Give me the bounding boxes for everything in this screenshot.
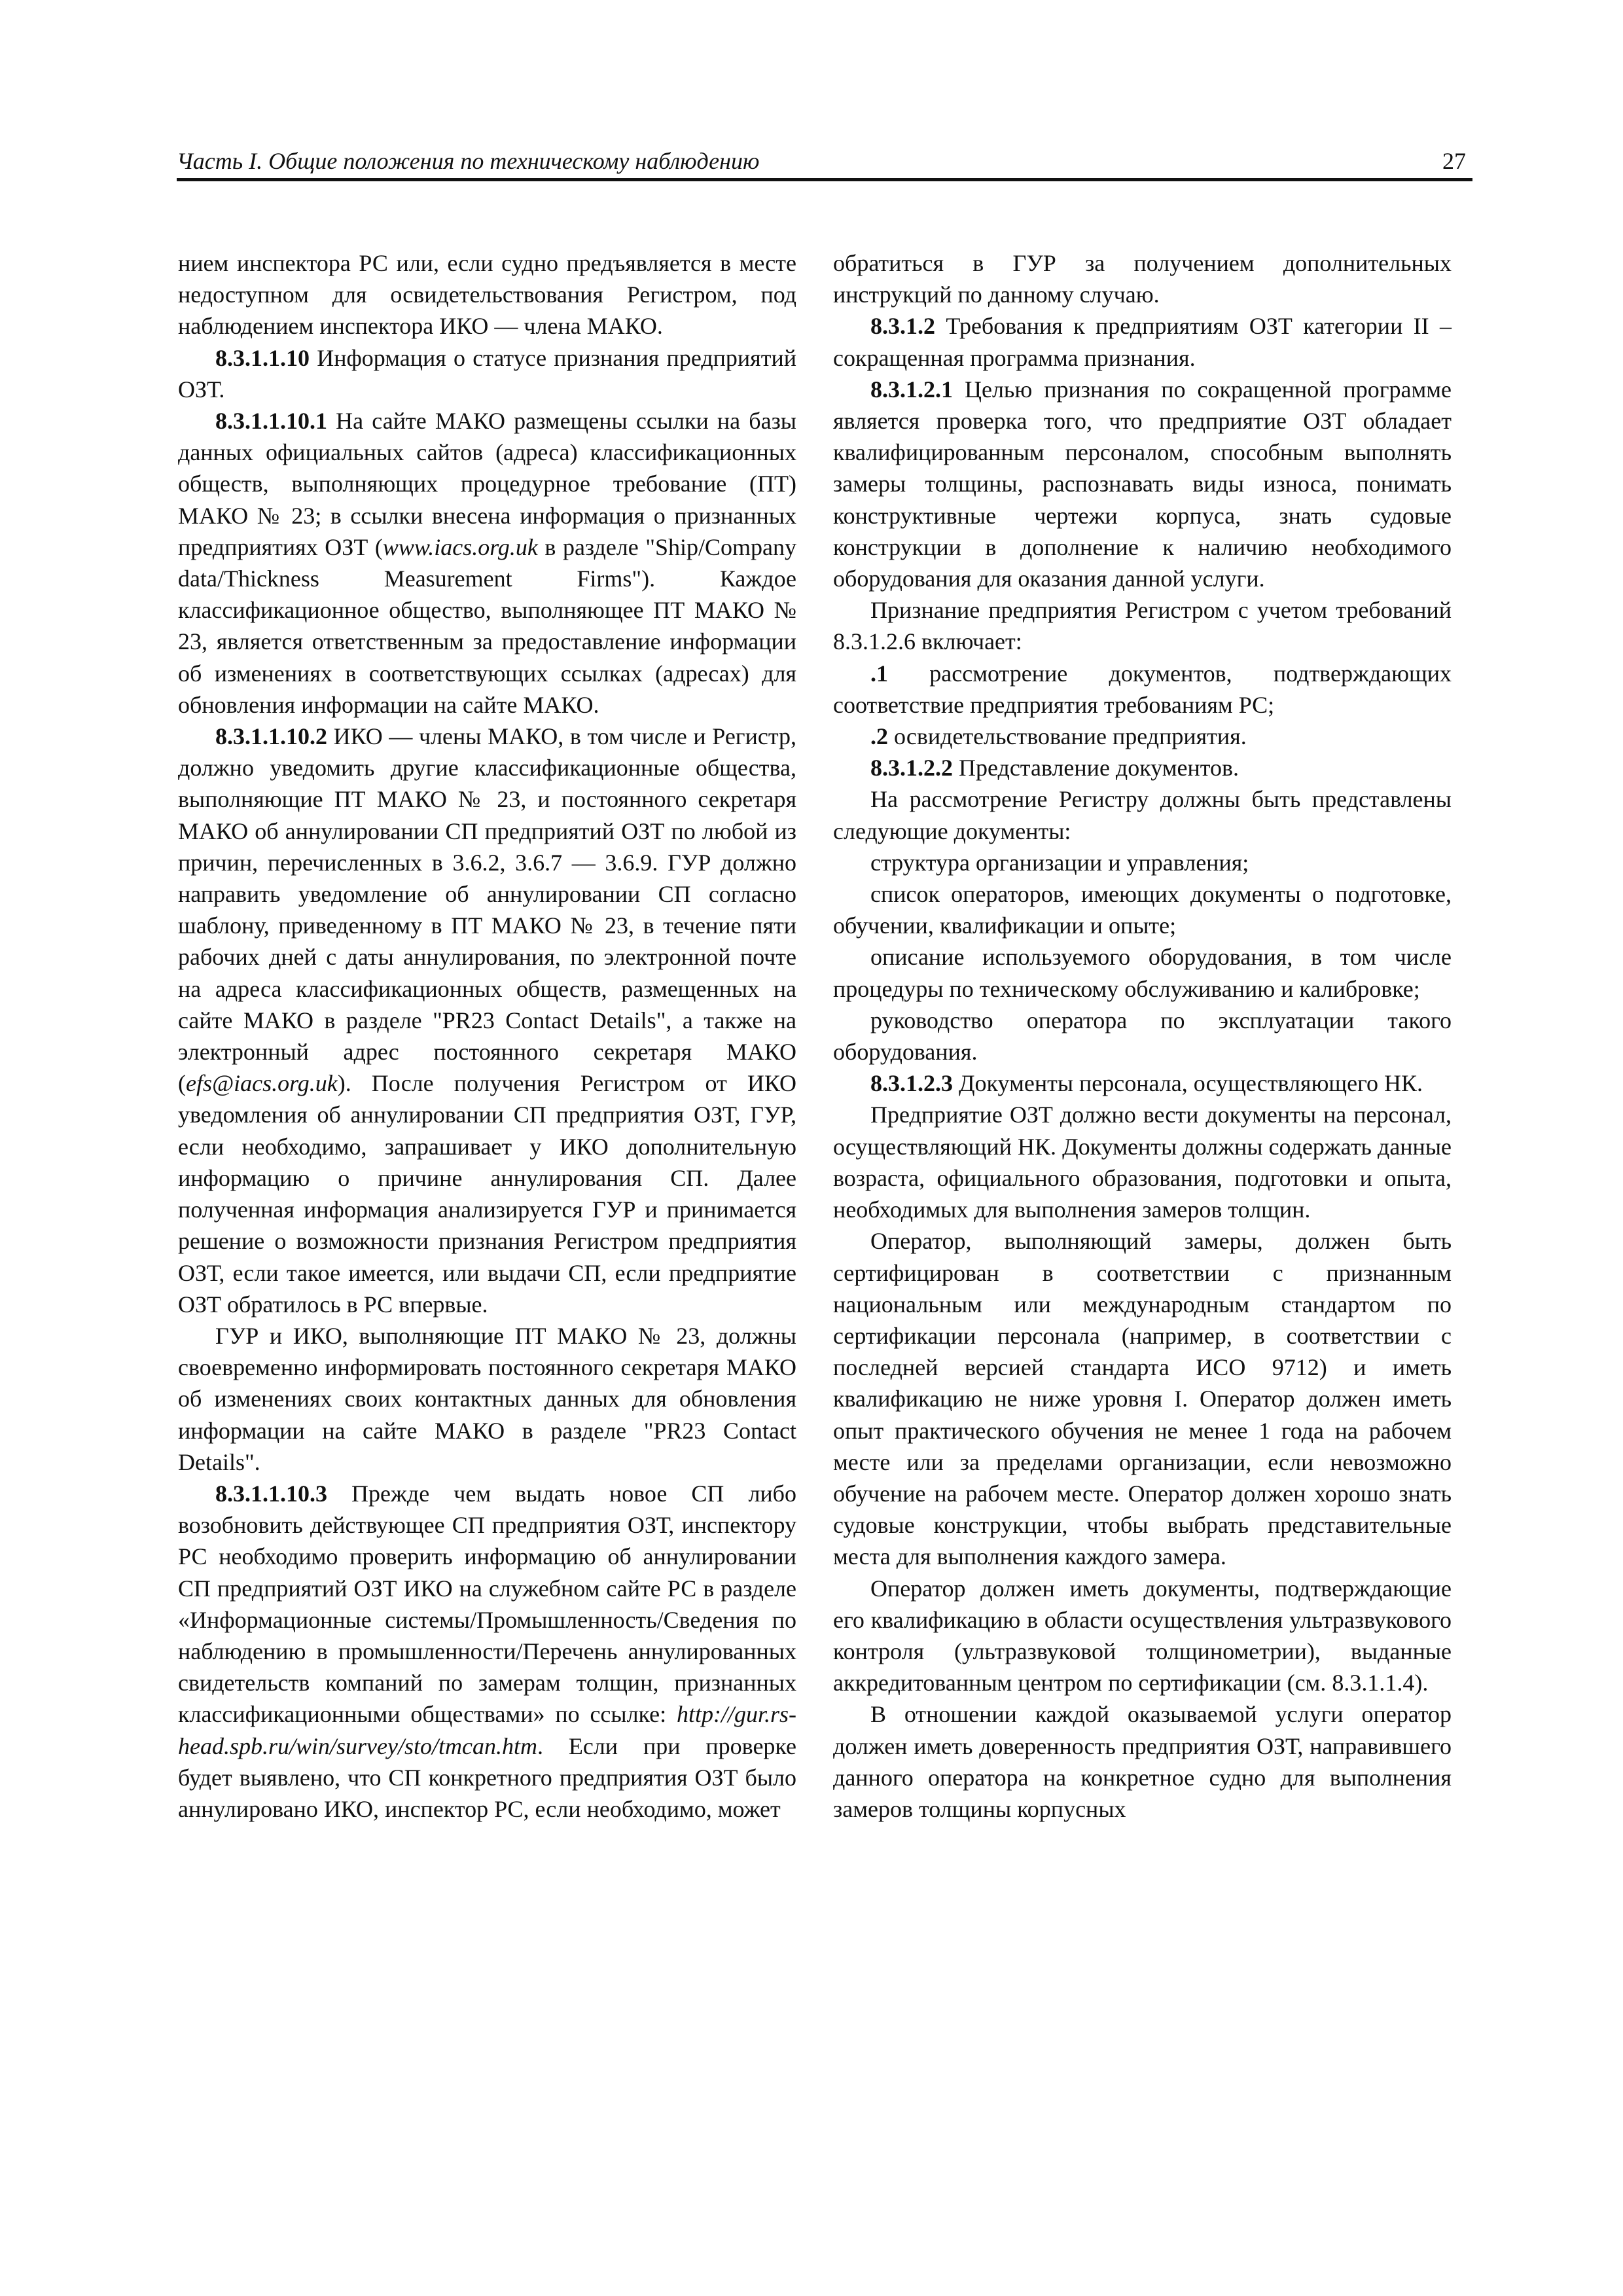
paragraph [833, 310, 1452, 373]
text-run: ГУР и ИКО, выполняющие ПТ МАКО № 23, должны своевременно информировать постоянного секретаря МАКО об изменениях своих контактных данных для обновления информации на сайте МАКО в разделе "PR23 Contact Details". [178, 1322, 796, 1475]
paragraph [178, 1478, 796, 1825]
text-run: Представление документов. [953, 755, 1240, 781]
paragraph [833, 247, 1452, 310]
item-number: .1 [870, 660, 888, 687]
text-run: структура организации и управления; [870, 849, 1249, 876]
paragraph [178, 1320, 796, 1478]
running-header-title: Часть I. Общие положения по техническому наблюдению [177, 148, 760, 174]
clause-number: 8.3.1.2.3 [870, 1070, 953, 1097]
page-number: 27 [1442, 148, 1466, 174]
paragraph [833, 752, 1452, 783]
clause-number: 8.3.1.1.10.2 [215, 723, 327, 750]
list-item [833, 878, 1452, 941]
list-item [833, 941, 1452, 1004]
clause-number: 8.3.1.1.10.3 [215, 1480, 327, 1507]
clause-number: 8.3.1.2.2 [870, 755, 953, 781]
running-header [177, 141, 1472, 180]
paragraph [178, 405, 796, 721]
text-run: Признание предприятия Регистром с учетом требований 8.3.1.2.6 включает: [833, 597, 1452, 655]
text-run: Оператор должен иметь документы, подтверждающие его квалификацию в области осуществления ультразвукового контроля (ультразвуковой толщинометрии), выданные аккредитованным центром по сертификации (см. 8.3.1.1.4). [833, 1575, 1452, 1696]
paragraph [833, 1573, 1452, 1699]
text-run: Прежде чем выдать новое СП либо возобновить действующее СП предприятия ОЗТ, инспектору РС необходимо проверить информацию об аннулировании СП предприятий ОЗТ ИКО на служебном сайте РС в разделе «Информационные системы/Промышленность/Сведения по наблюдению в промышленности/Перечень аннулированных свидетельств компаний по замерам толщин, признанных классификационными обществами» по ссылке: [178, 1480, 796, 1728]
list-item [833, 658, 1452, 721]
paragraph [833, 374, 1452, 594]
paragraph [178, 342, 796, 405]
paragraph [833, 1698, 1452, 1825]
text-run: В отношении каждой оказываемой услуги оператор должен иметь доверенность предприятия ОЗТ, направившего данного оператора на конкретное судно для выполнения замеров толщины корпусных [833, 1701, 1452, 1822]
text-run: Предприятие ОЗТ должно вести документы на персонал, осуществляющий НК. Документы должны содержать данные возраста, официального образования, подготовки и опыта, необходимых для выполнения замеров толщин. [833, 1102, 1452, 1223]
clause-number: 8.3.1.1.10.1 [215, 408, 327, 435]
header-rule [177, 178, 1472, 181]
paragraph [833, 1225, 1452, 1572]
clause-number: 8.3.1.1.10 [215, 344, 310, 371]
text-run: Оператор, выполняющий замеры, должен быть сертифицирован в соответствии с признанным национальным или международным стандартом по сертификации персонала (например, в соответствии с последней версией стандарта ИСО 9712) и иметь квалификацию не ниже уровня I. Оператор должен иметь опыт практического обучения не менее 1 года на рабочем месте или за пределами организации, если невозможно обучение на рабочем месте. Оператор должен хорошо знать судовые конструкции, чтобы выбрать представительные места для выполнения каждого замера. [833, 1228, 1452, 1570]
text-run: нием инспектора РС или, если судно предъявляется в месте недоступном для освидетельствования Регистром, под наблюдением инспектора ИКО — члена МАКО. [178, 250, 796, 340]
text-run: На рассмотрение Регистру должны быть представлены следующие документы: [833, 786, 1452, 844]
text-run: . Если при проверке будет выявлено, что СП конкретного предприятия ОЗТ было аннулировано ИКО, инспектор РС, если необходимо, может [178, 1732, 796, 1822]
list-item [833, 1005, 1452, 1067]
web-link[interactable]: http://gur.rs-head.spb.ru/win/survey/sto/tmcan.htm [178, 1701, 796, 1759]
text-run: рассмотрение документов, подтверждающих соответствие предприятия требованиям РС; [833, 660, 1452, 718]
text-run: в разделе "Ship/Company data/Thickness Measurement Firms"). Каждое классификационное общество, выполняющее ПТ МАКО № 23, является ответственным за предоставление информации об изменениях в соответствующих ссылках (адресах) для обновления информации на сайте МАКО. [178, 533, 796, 718]
text-run: руководство оператора по эксплуатации такого оборудования. [833, 1007, 1452, 1066]
text-run: Целью признания по сокращенной программе является проверка того, что предприятие ОЗТ обладает квалифицированным персоналом, способным выполнять замеры толщины, распознавать виды износа, понимать конструктивные чертежи корпуса, знать судовые конструкции в дополнение к наличию необходимого оборудования для оказания данной услуги. [833, 376, 1452, 592]
paragraph [833, 594, 1452, 657]
web-link[interactable]: www.iacs.org.uk [382, 533, 538, 560]
text-run: описание используемого оборудования, в том числе процедуры по техническому обслуживанию и калибровке; [833, 944, 1452, 1002]
text-run: освидетельствование предприятия. [888, 723, 1247, 750]
text-run: ). После получения Регистром от ИКО уведомления об аннулировании СП предприятия ОЗТ, ГУР, если необходимо, запрашивает у ИКО дополнительную информацию о причине аннулирования СП. Далее полученная информация анализируется ГУР и принимается решение о возможности признания Регистром предприятия ОЗТ, если такое имеется, или выдачи СП, если предприятие ОЗТ обратилось в РС впервые. [178, 1070, 796, 1318]
text-run: список операторов, имеющих документы о подготовке, обучении, квалификации и опыте; [833, 881, 1452, 939]
text-run: На сайте МАКО размещены ссылки на базы данных официальных сайтов (адреса) классификационных обществ, выполняющих процедурное требование (ПТ) МАКО № 23; в ссылки внесена информация о признанных предприятиях ОЗТ ( [178, 408, 796, 560]
clause-number: 8.3.1.2 [870, 313, 935, 340]
paragraph [178, 247, 796, 342]
list-item [833, 721, 1452, 752]
paragraph [833, 1099, 1452, 1225]
right-column [833, 247, 1452, 1825]
text-run: Требования к предприятиям ОЗТ категории II – сокращенная программа признания. [833, 313, 1452, 371]
item-number: .2 [870, 723, 888, 750]
clause-number: 8.3.1.2.1 [870, 376, 953, 403]
paragraph [178, 721, 796, 1320]
text-run: обратиться в ГУР за получением дополнительных инструкций по данному случаю. [833, 250, 1452, 308]
text-run: Информация о статусе признания предприятий ОЗТ. [178, 344, 796, 403]
paragraph [833, 783, 1452, 846]
left-column [178, 247, 796, 1825]
text-run: Документы персонала, осуществляющего НК. [953, 1070, 1423, 1097]
paragraph [833, 1067, 1452, 1099]
text-run: ИКО — члены МАКО, в том числе и Регистр, должно уведомить другие классификационные общества, выполняющие ПТ МАКО № 23, и постоянного секретаря МАКО об аннулировании СП предприятий ОЗТ по любой из причин, перечисленных в 3.6.2, 3.6.7 — 3.6.9. ГУР должно направить уведомление об аннулировании СП согласно шаблону, приведенному в ПТ МАКО № 23, в течение пяти рабочих дней с даты аннулирования, по электронной почте на адреса классификационных обществ, размещенных на сайте МАКО в разделе "PR23 Contact Details", а также на электронный адрес постоянного секретаря МАКО ( [178, 723, 796, 1097]
email-link[interactable]: efs@iacs.org.uk [186, 1070, 338, 1097]
list-item [833, 847, 1452, 878]
